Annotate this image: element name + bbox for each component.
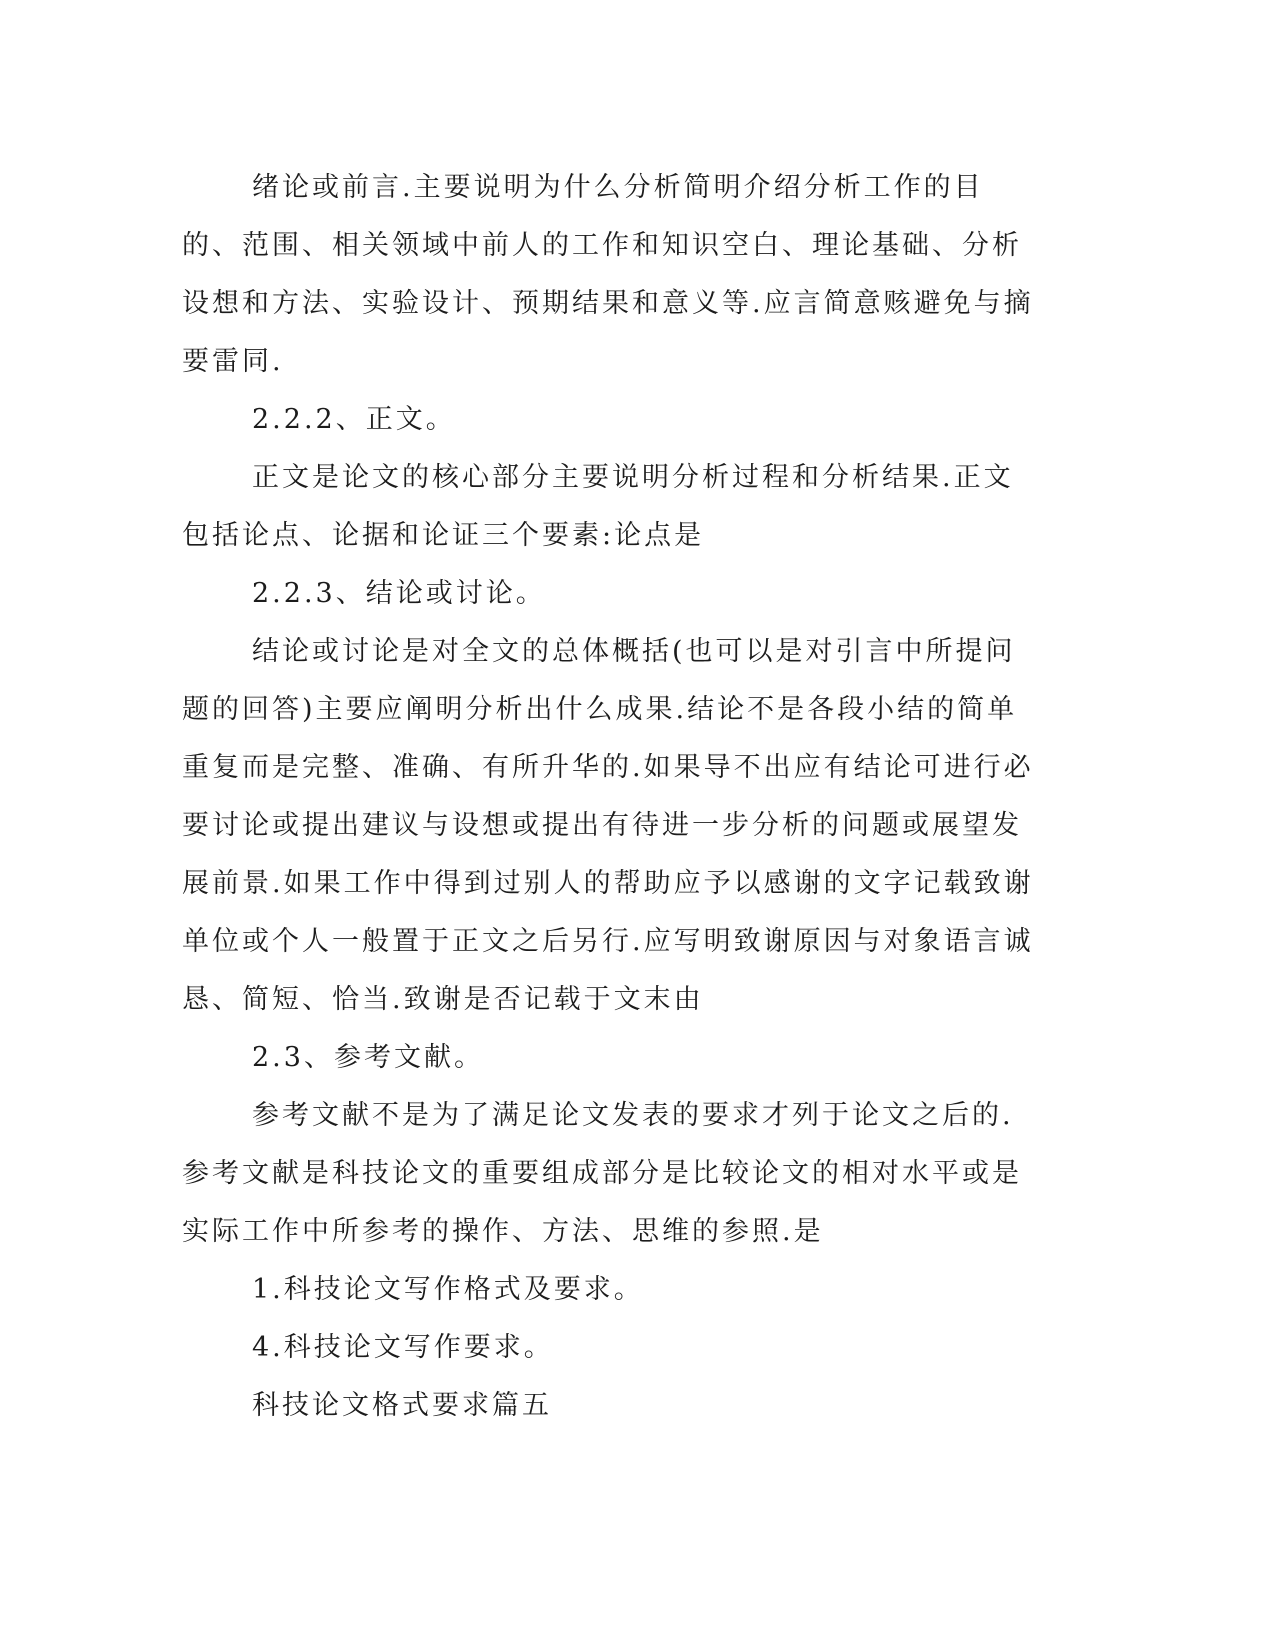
heading-references: 2.3、参考文献。 <box>252 1042 484 1073</box>
heading-conclusion: 2.2.3、结论或讨论。 <box>252 578 546 609</box>
paragraph-conclusion: 结论或讨论是对全文的总体概括(也可以是对引言中所提问题的回答)主要应阐明分析出什么成果.结论不是各段小结的简单重复而是完整、准确、有所升华的.如果导不出应有结论可进行必要讨论或提出建议与设想或提出有待进一步分析的问题或展望发展前景.如果工作中得到过别人的帮助应予以感谢的文字记载致谢单位或个人一般置于正文之后另行.应写明致谢原因与对象语言诚恳、简短、恰当.致谢是否记载于文末由 <box>182 636 1034 1015</box>
section-title-part-five: 科技论文格式要求篇五 <box>252 1390 552 1421</box>
paragraph-references: 参考文献不是为了满足论文发表的要求才列于论文之后的.参考文献是科技论文的重要组成部分是比较论文的相对水平或是实际工作中所参考的操作、方法、思维的参照.是 <box>182 1100 1022 1247</box>
paragraph-main-text: 正文是论文的核心部分主要说明分析过程和分析结果.正文包括论点、论据和论证三个要素:论点是 <box>182 462 1014 551</box>
list-item-writing-requirements: 4.科技论文写作要求。 <box>252 1332 554 1363</box>
list-item-format-requirements: 1.科技论文写作格式及要求。 <box>252 1274 644 1305</box>
heading-main-text: 2.2.2、正文。 <box>252 404 456 435</box>
paragraph-introduction: 绪论或前言.主要说明为什么分析简明介绍分析工作的目的、范围、相关领域中前人的工作和知识空白、理论基础、分析设想和方法、实验设计、预期结果和意义等.应言简意赅避免与摘要雷同. <box>182 172 1034 377</box>
document-body <box>182 159 1042 1435</box>
